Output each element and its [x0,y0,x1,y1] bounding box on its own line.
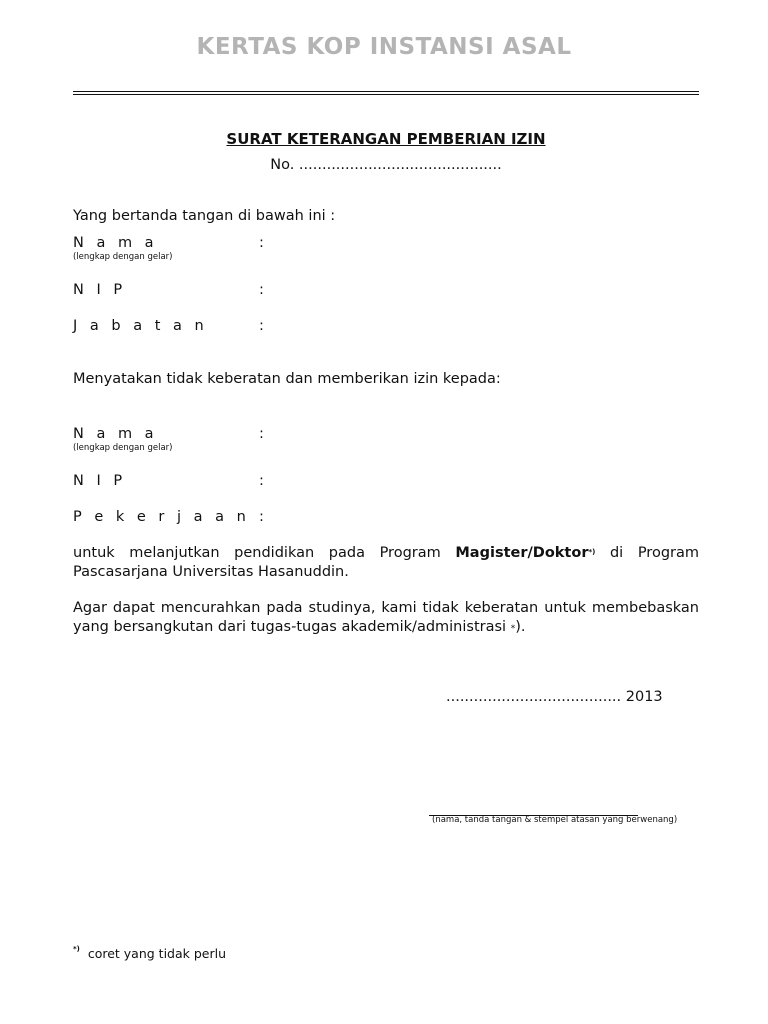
program-name: Magister/Doktor [455,545,589,561]
intro-text: Yang bertanda tangan di bawah ini : [73,208,336,224]
release-paragraph-tail: ). [515,619,526,635]
release-footnote-mark: * [510,624,516,634]
program-paragraph-after: di Program Pascasarjana Universitas Hasanuddin. [73,545,699,580]
document-number: No. ............................................ [270,157,502,173]
recipient-job-label: P e k e r j a a n [73,509,250,525]
release-paragraph [73,599,699,639]
signer-position-label: J a b a t a n [73,318,208,334]
signature-caption: (nama, tanda tangan & stempel atasan yang berwenang) [432,815,678,825]
signer-nip-label: N I P [73,282,127,298]
recipient-name-label: N a m a [73,426,158,442]
footnote-text: coret yang tidak perlu [87,946,227,961]
letterhead-placeholder: KERTAS KOP INSTANSI ASAL [196,34,572,60]
recipient-nip-colon: : [259,473,264,489]
program-footnote-mark: *) [588,548,596,556]
recipient-name-note: (lengkap dengan gelar) [73,443,173,453]
header-rule-top [73,91,699,92]
recipient-name-colon: : [259,426,264,442]
program-paragraph [73,544,699,582]
statement-text: Menyatakan tidak keberatan dan memberikan izin kepada: [73,371,501,387]
signer-nip-colon: : [259,282,264,298]
program-paragraph-before: untuk melanjutkan pendidikan pada Program [73,545,456,561]
release-paragraph-text: Agar dapat mencurahkan pada studinya, kami tidak keberatan untuk membebaskan yang bersangkutan dari tugas-tugas akademik/administrasi [73,600,699,635]
footnote-mark: *) [73,945,80,953]
recipient-nip-label: N I P [73,473,127,489]
signer-position-colon: : [259,318,264,334]
footnote [73,946,226,961]
signer-name-note: (lengkap dengan gelar) [73,252,173,262]
document-title: SURAT KETERANGAN PEMBERIAN IZIN [226,130,546,148]
signer-name-colon: : [259,235,264,251]
signer-name-label: N a m a [73,235,158,251]
header-rule-bottom [73,94,699,95]
recipient-job-colon: : [259,509,264,525]
date-line: ...................................... 2013 [446,689,663,705]
